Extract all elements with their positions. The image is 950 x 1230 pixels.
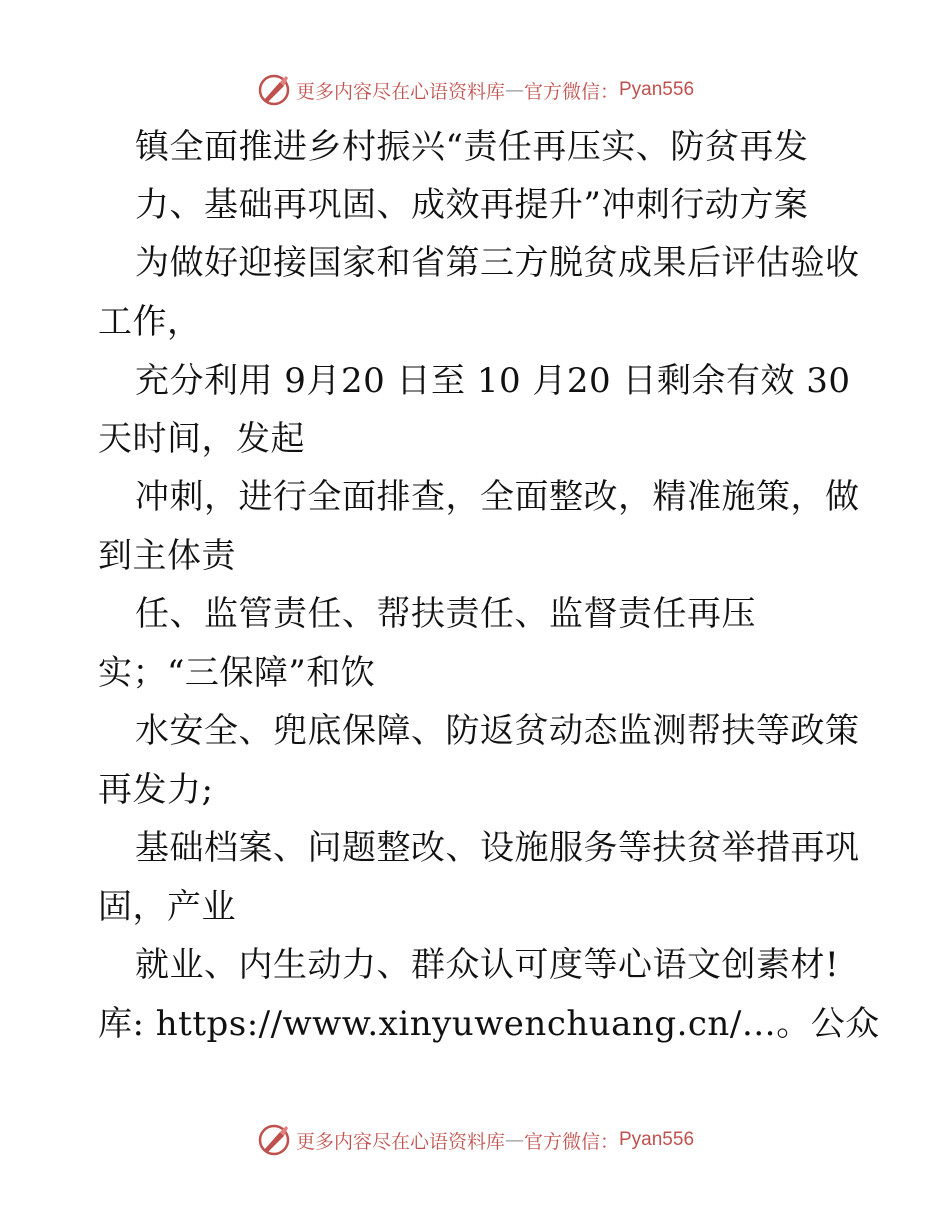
text-line: 基础档案、问题整改、设施服务等扶贫举措再巩 xyxy=(135,828,860,868)
text-line: 库: https://www.xinyuwenchuang.cn/…。公众 xyxy=(98,1004,880,1044)
text-line: 实；“三保障”和饮 xyxy=(98,653,376,693)
text-line: 再发力; xyxy=(98,770,214,810)
footer-separator: — xyxy=(504,1129,524,1151)
text-line: 充分利用 9月20 日至 10 月20 日剩余有效 30 xyxy=(135,361,851,401)
text-line: 水安全、兜底保障、防返贫动态监测帮扶等政策 xyxy=(135,711,860,751)
text-line: 为做好迎接国家和省第三方脱贫成果后评估验收 xyxy=(135,243,860,283)
pen-logo-icon xyxy=(256,1122,292,1158)
text-line: 冲刺，进行全面排查，全面整改，精准施策，做 xyxy=(135,477,860,517)
text-line: 任、监管责任、帮扶责任、监督责任再压 xyxy=(135,594,756,634)
footer-watermark-banner xyxy=(0,1120,950,1160)
header-site-name: 更多内容尽在心语资料库 xyxy=(295,80,505,103)
text-line: 镇全面推进乡村振兴“责任再压实、防贫再发 xyxy=(135,127,809,167)
text-line: 到主体责 xyxy=(98,536,236,576)
header-wechat-id: Pyan556 xyxy=(619,79,695,100)
text-line: 天时间，发起 xyxy=(98,419,305,459)
text-line: 工作， xyxy=(98,302,202,342)
text-line: 固，产业 xyxy=(98,887,236,927)
footer-site-name: 更多内容尽在心语资料库 xyxy=(295,1130,505,1153)
footer-wechat-label: 官方微信： xyxy=(523,1130,619,1153)
header-separator: — xyxy=(504,79,524,101)
footer-wechat-id: Pyan556 xyxy=(619,1129,695,1150)
text-line: 力、基础再巩固、成效再提升”冲刺行动方案 xyxy=(135,185,809,225)
header-wechat-label: 官方微信： xyxy=(523,80,619,103)
text-line: 就业、内生动力、群众认可度等心语文创素材! xyxy=(135,945,840,985)
